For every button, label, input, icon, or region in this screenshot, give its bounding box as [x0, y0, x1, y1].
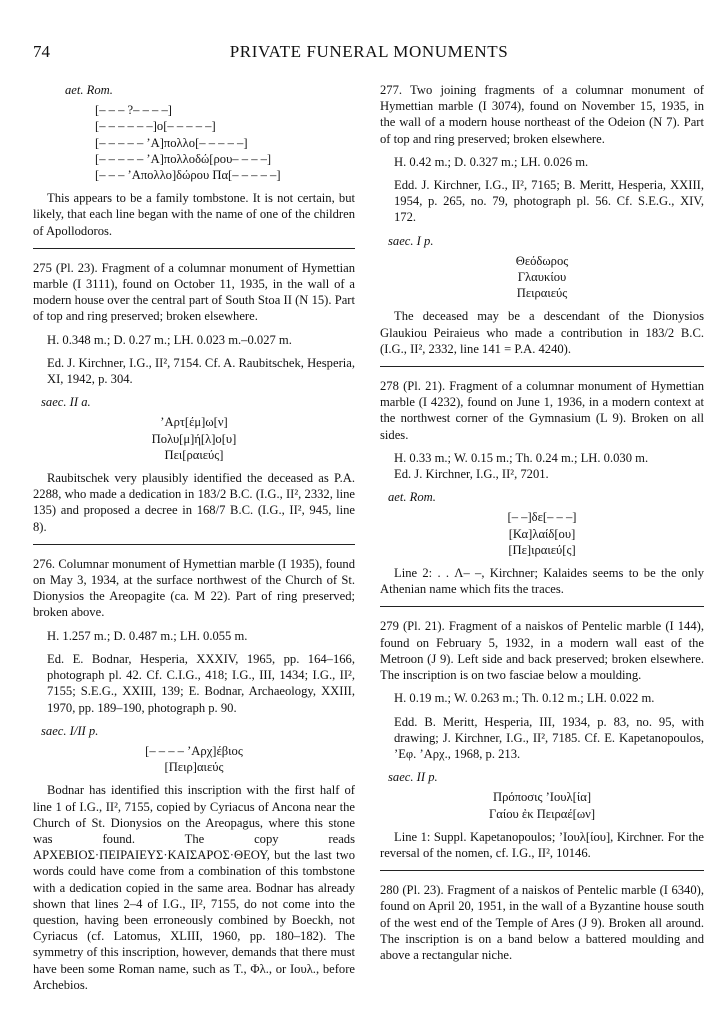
right-column: [380, 82, 704, 963]
inscription-line: Γλαυκίου: [517, 270, 567, 285]
entry-275-description: 275 (Pl. 23). Fragment of a columnar monument of Hymettian marble (I 3111), found on October 11, 1935, in the wall of a modern house over the central part of South Stoa II (N 15). Part of top and ring preserved; broken elsewhere.: [33, 260, 355, 324]
entry-276-dimensions: H. 1.257 m.; D. 0.487 m.; LH. 0.055 m.: [47, 628, 248, 643]
entry-277-description: 277. Two joining fragments of a columnar monument of Hymettian marble (I 3074), found on November 15, 1935, in the wall of a modern house northeast of the Odeion (N 7). Part of top and ring preserved; broken elsewhere.: [380, 83, 704, 146]
inscription-line: Πολυ[μ]ή[λ]ο[υ]: [151, 431, 237, 446]
entry-279-description: 279 (Pl. 21). Fragment of a naiskos of Pentelic marble (I 144), found on February 5, 1932, in a modern wall east of the Metroon (J 9). Left side and back preserved; broken elsewhere. The inscription is on two fasciae below a moulding.: [380, 619, 704, 683]
entry-275-comment: Raubitschek very plausibly identified the deceased as P.A. 2288, who made a dedication in 183/2 B.C. (I.G., II², 2332, line 135) and proposed a decree in 168/7 B.C. (I.G., II², 945, line 8).: [33, 471, 355, 534]
running-title: PRIVATE FUNERAL MONUMENTS: [229, 42, 509, 61]
page-header: [33, 42, 705, 68]
entry-277-edition: Edd. J. Kirchner, I.G., II², 7165; B. Meritt, Hesperia, XXIII, 1954, p. 265, no. 79, photograph pl. 56. Cf. S.E.G., XIV, 172.: [394, 178, 704, 225]
divider: [380, 606, 704, 607]
entry-280-description: 280 (Pl. 23). Fragment of a naiskos of Pentelic marble (I 6340), found on April 20, 1951, in the wall of a Byzantine house south of the west end of the Temple of Ares (J 9). Broken all around. The inscription is on a band below a battered moulding and above a rectangular niche.: [380, 883, 704, 962]
divider: [380, 366, 704, 367]
inscription-line: Θεόδωρος: [515, 253, 569, 268]
entry-275-edition: Ed. J. Kirchner, I.G., II², 7154. Cf. A. Raubitschek, Hesperia, XI, 1942, p. 304.: [47, 355, 355, 387]
epigraph-line: [– – – – – –]ο[– – – – –]: [95, 119, 216, 134]
entry-278-inscription: [380, 509, 704, 558]
entry-276-comment: Bodnar has identified this inscription with the first half of line 1 of I.G., II², 7155, copied by Cyriacus of Ancona near the Church of St. Dionysios on the Areopagus, where this stone was found. The copy reads ΑΡΧΕΒΙΟΣ·ΠΕΙΡΑΙΕΥΣ·ΚΑΙΣΑΡΟΣ·ΘΕΟΥ, but the last two words could have come from a combination of this tombstone with a dedication copied in the same area. Bodnar has already shown that lines 2–4 of I.G., II², 7155, do not come into the question, having been erroneously combined by Boeckh, not Cyriacus (cf. Latomus, XLIII, 1960, pp. 180–182). The symmetry of this inscription, however, demands that there must have been some Roman name, such as Τ., Φλ., or Ιουλ., before Archebios.: [33, 783, 355, 992]
entry-279-edition: Edd. B. Meritt, Hesperia, III, 1934, p. 83, no. 95, with drawing; J. Kirchner, I.G., II², 7185. Cf. E. Kapetanopoulos, ’Εφ. ’Αρχ., 1968, p. 213.: [394, 714, 704, 761]
entry-278-date: aet. Rom.: [388, 490, 436, 505]
epigraph-line: [– – – ’Απολλο]δώρου Πα[– – – – –]: [95, 168, 281, 183]
epigraph-line: [– – – ?– – – –]: [95, 103, 172, 118]
entry-276-description: 276. Columnar monument of Hymettian marble (I 1935), found on May 3, 1934, at the surface northwest of the Church of St. Dionysios the Areopagite (ca. M 22). Part of ring preserved; broken above.: [33, 556, 355, 620]
entry-277-dimensions: H. 0.42 m.; D. 0.327 m.; LH. 0.026 m.: [394, 154, 589, 169]
entry-276-inscription: [33, 743, 355, 775]
entry-279-date: saec. II p.: [388, 770, 438, 785]
inscription-line: Πρόποσις ’Ιουλ[ία]: [492, 790, 592, 805]
entry-276-edition: Ed. E. Bodnar, Hesperia, XXXIV, 1965, pp. 164–166, photograph pl. 42. Cf. C.I.G., 418; I.G., III, 1434; I.G., II², 7155; S.E.G., XXIII, 139; E. Bodnar, Archaeology, XXIII, 1970, pp. 189–190, photograph p. 90.: [47, 651, 355, 715]
entry-277-inscription: [380, 253, 704, 302]
epigraph-line: [– – – – – ’Α]πολλοδώ[ρου– – – –]: [95, 151, 272, 166]
divider: [380, 870, 704, 871]
inscription-line: [Κα]λαίδ[ου]: [508, 526, 576, 541]
entry-278-description: 278 (Pl. 21). Fragment of a columnar monument of Hymettian marble (I 4232), found on June 1, 1936, in a modern context at the northwest corner of the Gymnasium (L 9). Broken on all sides.: [380, 379, 704, 442]
inscription-line: [– – – – ’Αρχ]έβιος: [145, 743, 243, 758]
entry-279-dimensions: H. 0.19 m.; W. 0.263 m.; Th. 0.12 m.; LH. 0.022 m.: [394, 691, 655, 706]
divider: [33, 544, 355, 545]
entry-279-inscription: [380, 789, 704, 821]
entry-275-inscription: [33, 414, 355, 463]
top-epigraph: [95, 102, 355, 183]
inscription-line: Πειραιεύς: [516, 286, 568, 301]
epigraph-line: [– – – – – ’Α]πολλο[– – – – –]: [95, 135, 248, 150]
entry-278-dimensions: H. 0.33 m.; W. 0.15 m.; Th. 0.24 m.; LH. 0.030 m.: [394, 450, 649, 465]
inscription-line: [– –]δε[– – –]: [507, 510, 577, 525]
entry-277-date: saec. I p.: [388, 233, 434, 248]
entry-278-edition: Ed. J. Kirchner, I.G., II², 7201.: [394, 467, 549, 482]
entry-278-comment: Line 2: . . Λ– –, Kirchner; Kalaides seems to be the only Athenian name which fits the traces.: [380, 566, 704, 597]
paragraph: This appears to be a family tombstone. It is not certain, but likely, that each line began with the name of one of the children of Apollodoros.: [33, 191, 355, 238]
left-column: [33, 82, 355, 993]
divider: [33, 248, 355, 249]
entry-277-comment: The deceased may be a descendant of the Dionysios Glaukiou Peiraieus who made a contribution in 183/2 B.C. (I.G., II², 2332, line 141 = P.A. 4240).: [380, 309, 704, 356]
inscription-line: [Πειρ]αιεύς: [164, 760, 224, 775]
inscription-line: Γαίου ἐκ Πειραέ[ων]: [488, 806, 596, 821]
entry-275-date: saec. II a.: [41, 395, 91, 410]
inscription-line: ’Αρτ[έμ]ω[ν]: [160, 415, 228, 430]
inscription-line: Πει[ραιεύς]: [164, 447, 224, 462]
entry-275-dimensions: H. 0.348 m.; D. 0.27 m.; LH. 0.023 m.–0.027 m.: [47, 332, 292, 347]
aet-label: aet. Rom.: [65, 83, 113, 97]
entry-279-comment: Line 1: Suppl. Kapetanopoulos; ’Ιουλ[ίου], Kirchner. For the reversal of the nomen, cf. I.G., II², 10146.: [380, 829, 704, 860]
inscription-line: [Πε]ιραιεύ[ς]: [508, 542, 576, 557]
entry-276-date: saec. I/II p.: [41, 723, 99, 738]
page-number: 74: [33, 42, 50, 61]
